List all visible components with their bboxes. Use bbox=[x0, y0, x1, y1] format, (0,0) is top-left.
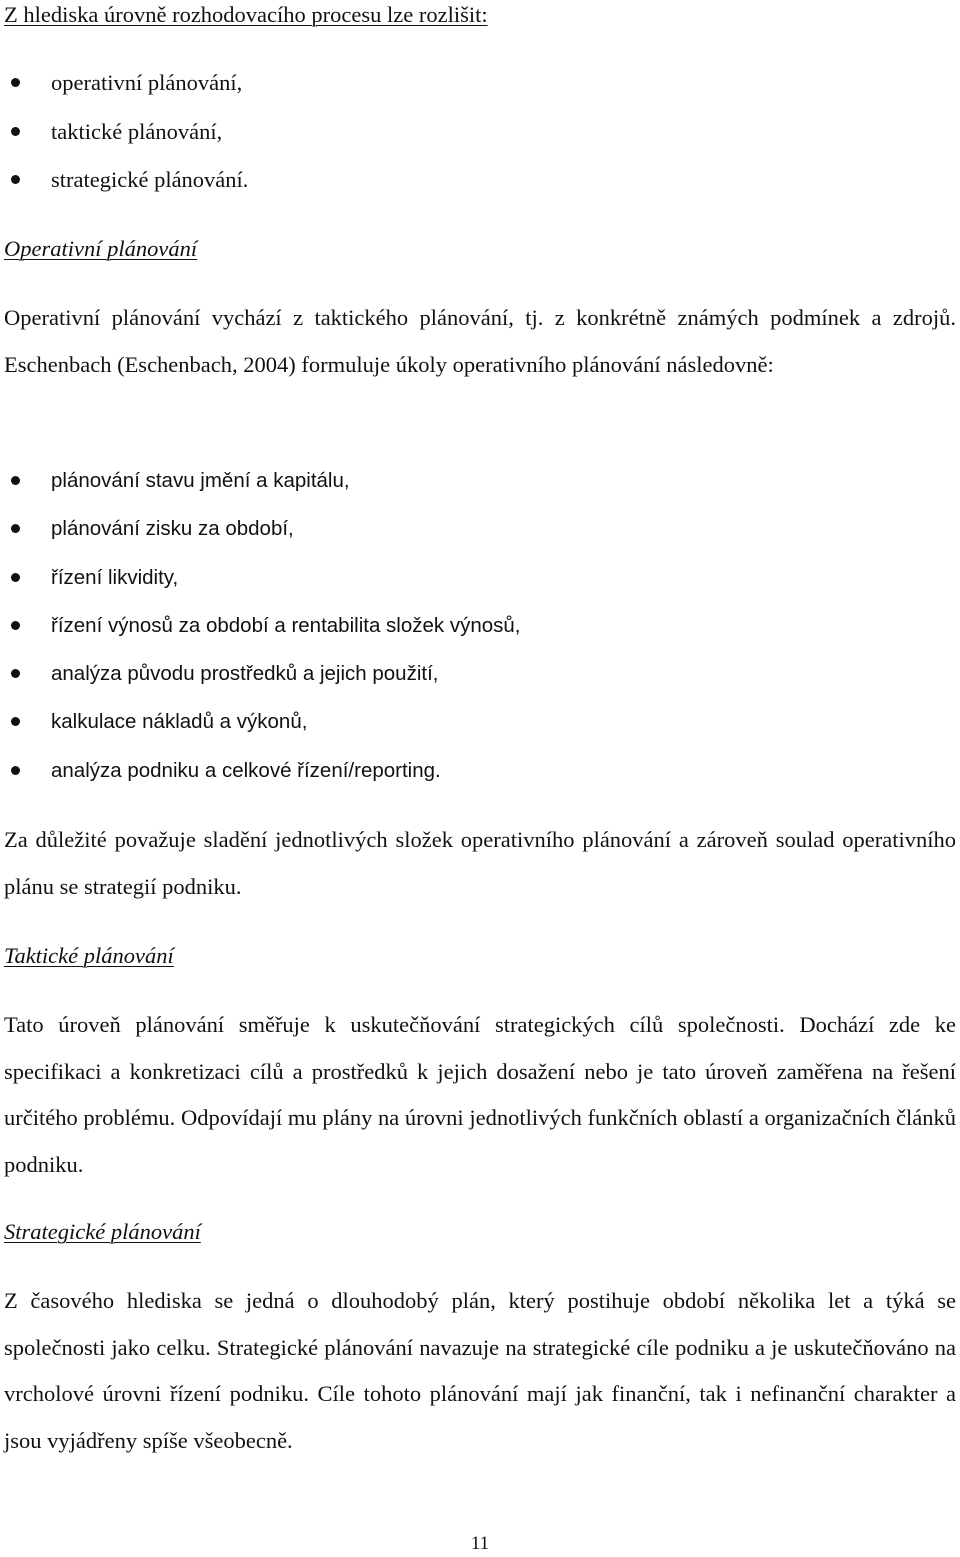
intro-heading: Z hlediska úrovně rozhodovacího procesu lze rozlišit: bbox=[4, 2, 488, 27]
bullet-icon bbox=[11, 127, 20, 136]
page-number: 11 bbox=[470, 1533, 490, 1554]
bullet-icon bbox=[11, 476, 20, 485]
list-item: plánování stavu jmění a kapitálu, bbox=[0, 466, 960, 514]
bullet-icon bbox=[11, 573, 20, 582]
list-item: řízení výnosů za období a rentabilita složek výnosů, bbox=[0, 611, 960, 659]
strategic-heading: Strategické plánování bbox=[4, 1219, 201, 1244]
bullet-icon bbox=[11, 175, 20, 184]
list-item: taktické plánování, bbox=[0, 117, 960, 166]
operative-closing-paragraph: Za důležité považuje sladění jednotlivých složek operativního plánování a zároveň soulad operativního plánu se strategií podniku. bbox=[4, 827, 956, 899]
list-item: kalkulace nákladů a výkonů, bbox=[0, 707, 960, 755]
list-item: analýza původu prostředků a jejich použití, bbox=[0, 659, 960, 707]
bullet-icon bbox=[11, 717, 20, 726]
bullet-icon bbox=[11, 669, 20, 678]
tactical-heading: Taktické plánování bbox=[4, 943, 174, 968]
tactical-paragraph: Tato úroveň plánování směřuje k uskutečňování strategických cílů společnosti. Dochází zde ke specifikaci a konkretizaci cílů a prostředků k jejich dosažení nebo je tato úroveň zaměřena na řešení určitého problému. Odpovídají mu plány na úrovni jednotlivých funkčních oblastí a organizačních článků podniku. bbox=[4, 1012, 956, 1177]
list-item: řízení likvidity, bbox=[0, 563, 960, 611]
list-item: strategické plánování. bbox=[0, 165, 960, 214]
planning-levels-list bbox=[0, 68, 960, 214]
bullet-icon bbox=[11, 524, 20, 533]
list-item: analýza podniku a celkové řízení/reporting. bbox=[0, 756, 960, 804]
operative-paragraph: Operativní plánování vychází z taktického plánování, tj. z konkrétně známých podmínek a zdrojů. Eschenbach (Eschenbach, 2004) formuluje úkoly operativního plánování následovně: bbox=[4, 305, 956, 377]
strategic-paragraph: Z časového hlediska se jedná o dlouhodobý plán, který postihuje období několika let a týká se společnosti jako celku. Strategické plánování navazuje na strategické cíle podniku a je uskutečňováno na vrcholové úrovni řízení podniku. Cíle tohoto plánování mají jak finanční, tak i nefinanční charakter a jsou vyjádřeny spíše všeobecně. bbox=[4, 1288, 956, 1453]
list-item: operativní plánování, bbox=[0, 68, 960, 117]
list-item: plánování zisku za období, bbox=[0, 514, 960, 562]
bullet-icon bbox=[11, 621, 20, 630]
bullet-icon bbox=[11, 78, 20, 87]
bullet-icon bbox=[11, 766, 20, 775]
operative-tasks-list bbox=[0, 466, 960, 804]
operative-heading: Operativní plánování bbox=[4, 236, 198, 261]
